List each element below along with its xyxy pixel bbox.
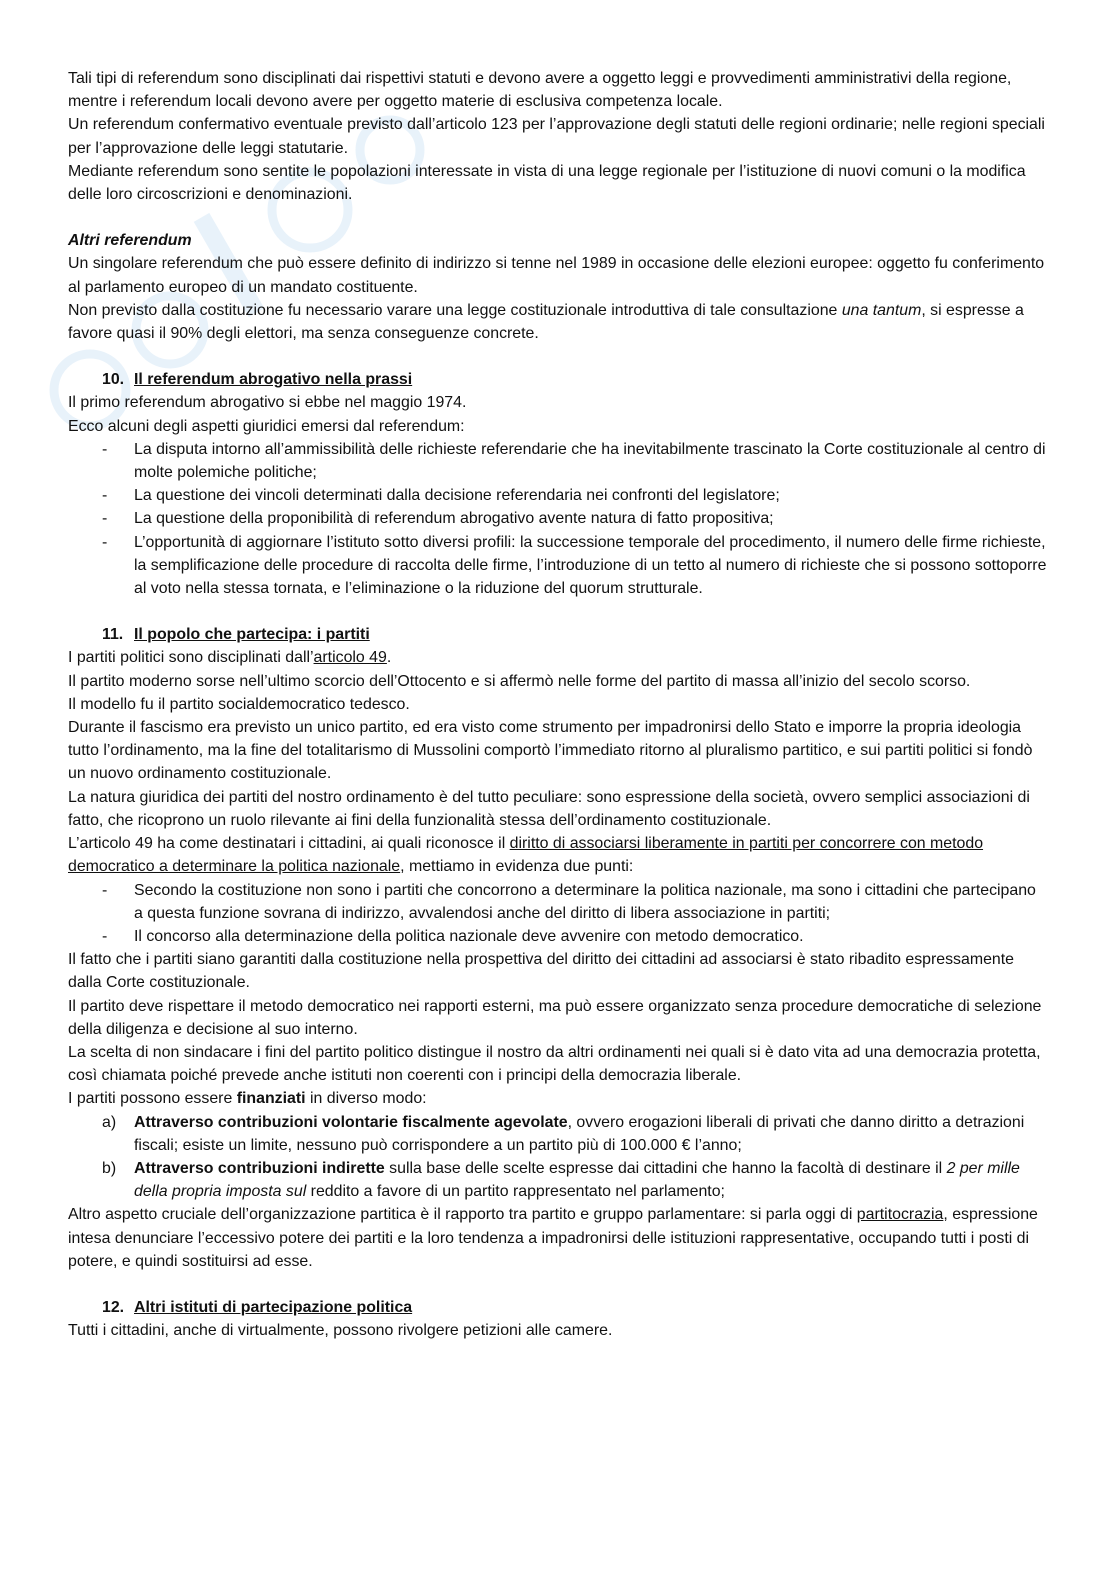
s12-paragraph-1: Tutti i cittadini, anche di virtualmente, possono rivolgere petizioni alle camere. [68, 1322, 613, 1340]
s11-paragraph-1 [68, 646, 1048, 669]
section-title: Altri istituti di partecipazione politica [134, 1298, 413, 1316]
text-run: , ovvero erogazioni liberali di privati che danno diritto a detrazioni fiscali; esiste un limite, nessuno può corrispondere a un partito più di 100.000 € l’anno; [134, 1113, 1025, 1154]
intro-paragraph-2: Un referendum confermativo eventuale previsto dall’articolo 123 per l’approvazione degli statuti delle regioni ordinarie; nelle regioni speciali per l’approvazione delle leggi statutarie. [68, 116, 1045, 157]
financing-item-b [68, 1157, 1048, 1203]
spacer [68, 1273, 1048, 1296]
list-item: - La disputa intorno all’ammissibilità delle richieste referendarie che ha inevitabilmente trascinato la Corte costituzionale al centro di molte polemiche politiche; [68, 438, 1048, 484]
s11-paragraph-7: Il fatto che i partiti siano garantiti dalla costituzione nella prospettiva del diritto dei cittadini ad associarsi è stato ribadito espressamente dalla Corte costituzionale. [68, 951, 1015, 992]
text-run: , si espresse a favore quasi il 90% degli elettori, ma senza conseguenze concrete. [68, 301, 1024, 343]
section-11-heading [68, 623, 1048, 646]
s10-paragraph-1: Il primo referendum abrogativo si ebbe nel maggio 1974. [68, 394, 467, 412]
spacer [68, 345, 1048, 368]
s11-paragraph-4: Durante il fascismo era previsto un unico partito, ed era visto come strumento per impadronirsi dello Stato e imporre la propria ideologia tutto l’ordinamento, ma la fine del totalitarismo di Mussolini comportò l’immediato ritorno al pluralismo partitico, e sui partiti politici si fondò un nuovo ordinamento costituzionale. [68, 719, 1033, 783]
list-item: - Il concorso alla determinazione della politica nazionale deve avvenire con metodo democratico. [68, 925, 1048, 948]
text-run: in diverso modo: [305, 1090, 427, 1108]
list-item: - Secondo la costituzione non sono i partiti che concorrono a determinare la politica nazionale, ma sono i cittadini che partecipano a questa funzione sovrana di indirizzo, avvalendosi anche del diritto di libera associazione in partiti; [68, 879, 1048, 925]
section-title: Il popolo che partecipa: i partiti [134, 626, 370, 644]
bold-term: Attraverso contribuzioni indirette [134, 1159, 385, 1177]
section-number: 10. [102, 371, 125, 389]
section-number: 11. [102, 626, 124, 644]
text-run: I partiti politici sono disciplinati dall’ [68, 649, 314, 667]
list-item: - La questione dei vincoli determinati dalla decisione referendaria nei confronti del legislatore; [68, 484, 1048, 507]
list-marker: a) [102, 1113, 117, 1131]
bold-term: finanziati [236, 1090, 306, 1108]
text-run: L’articolo 49 ha come destinatari i cittadini, ai quali riconosce il [68, 835, 510, 853]
list-item: - La questione della proponibilità di referendum abrogativo avente natura di fatto propositiva; [68, 507, 1048, 530]
text-run: . [386, 649, 392, 667]
s11-paragraph-6 [68, 832, 1048, 878]
text-run: I partiti possono essere [68, 1090, 237, 1108]
spacer [68, 600, 1048, 623]
s11-points-list [68, 879, 1048, 949]
s11-paragraph-3: Il modello fu il partito socialdemocratico tedesco. [68, 695, 410, 713]
altri-referendum-heading: Altri referendum [68, 232, 192, 250]
underlined-term: partitocrazia [856, 1206, 944, 1224]
s11-paragraph-9: La scelta di non sindacare i fini del partito politico distingue il nostro da altri ordinamenti nei quali si è dato vita ad una democrazia protetta, così chiamata poiché prevede anche istituti non coerenti con i principi della democrazia liberale. [68, 1043, 1041, 1085]
text-run: sulla base delle scelte espresse dai cittadini che hanno la facoltà di destinare il [384, 1159, 947, 1177]
section-number: 12. [102, 1298, 125, 1316]
italic-term: una tantum [841, 301, 922, 319]
section-10-heading [68, 368, 1048, 391]
document-page [68, 67, 1048, 1342]
altri-paragraph-1: Un singolare referendum che può essere definito di indirizzo si tenne nel 1989 in occasione delle elezioni europee: oggetto fu conferimento al parlamento europeo di un mandato costituente. [68, 255, 1045, 296]
spacer [68, 206, 1048, 229]
financing-list [68, 1111, 1048, 1204]
bold-term: Attraverso contribuzioni volontarie fiscalmente agevolate [134, 1113, 568, 1131]
text-run: Non previsto dalla costituzione fu necessario varare una legge costituzionale introduttiva di tale consultazione [68, 301, 842, 319]
underlined-phrase: diritto di associarsi liberamente in partiti per concorrere con metodo democratico a determinare la politica nazionale [68, 835, 984, 876]
s11-paragraph-8: Il partito deve rispettare il metodo democratico nei rapporti esterni, ma può essere organizzato senza procedure democratiche di selezione della diligenza e decisione al suo interno. [68, 997, 1042, 1038]
articolo-49-link[interactable]: articolo 49 [313, 649, 387, 667]
text-run: , mettiamo in evidenza due punti: [400, 858, 634, 876]
s11-paragraph-5: La natura giuridica dei partiti del nostro ordinamento è del tutto peculiare: sono espressione della società, ovvero semplici associazioni di fatto, che ricoprono un ruolo rilevante ai fini della funzionalità stessa dell’ordinamento costituzionale. [68, 788, 1030, 829]
list-item: - L’opportunità di aggiornare l’istituto sotto diversi profili: la successione temporale del procedimento, il numero delle firme richieste, la semplificazione delle procedure di raccolta delle firme, l’introduzione di un tetto al numero di richieste che si possono sottoporre al voto nella stessa tornata, e l’eliminazione o la riduzione del quorum strutturale. [68, 531, 1048, 601]
text-run: reddito a favore di un partito rappresentato nel parlamento; [306, 1183, 725, 1201]
text-run: Altro aspetto cruciale dell’organizzazione partitica è il rapporto tra partito e gruppo parlamentare: si parla oggi di [68, 1206, 857, 1224]
text-run: , espressione intesa denunciare l’eccessivo potere dei partiti e la loro tendenza a impadronirsi delle istituzioni rappresentative, occupando tutti i posti di potere, e quindi sostituirsi ad esse. [68, 1206, 1038, 1270]
financing-item-a [68, 1111, 1048, 1157]
section-12-heading [68, 1296, 1048, 1319]
s11-paragraph-2: Il partito moderno sorse nell’ultimo scorcio dell’Ottocento e si affermò nelle forme del partito di massa all’inizio del secolo scorso. [68, 672, 971, 690]
italic-term: 2 per mille della propria imposta sul [134, 1159, 1020, 1201]
s10-paragraph-2: Ecco alcuni degli aspetti giuridici emersi dal referendum: [68, 417, 465, 435]
s11-paragraph-11 [68, 1203, 1048, 1273]
s10-aspects-list [68, 438, 1048, 600]
intro-paragraph-3: Mediante referendum sono sentite le popolazioni interessate in vista di una legge regionale per l’istituzione di nuovi comuni o la modifica delle loro circoscrizioni e denominazioni. [68, 162, 1026, 204]
list-marker: b) [102, 1159, 117, 1177]
intro-paragraph-1: Tali tipi di referendum sono disciplinati dai rispettivi statuti e devono avere a oggetto leggi e provvedimenti amministrativi della regione, mentre i referendum locali devono avere per oggetto materie di esclusiva competenza locale. [68, 70, 1012, 111]
s11-paragraph-10 [68, 1087, 1048, 1110]
altri-paragraph-2 [68, 299, 1048, 345]
section-title: Il referendum abrogativo nella prassi [134, 371, 413, 389]
